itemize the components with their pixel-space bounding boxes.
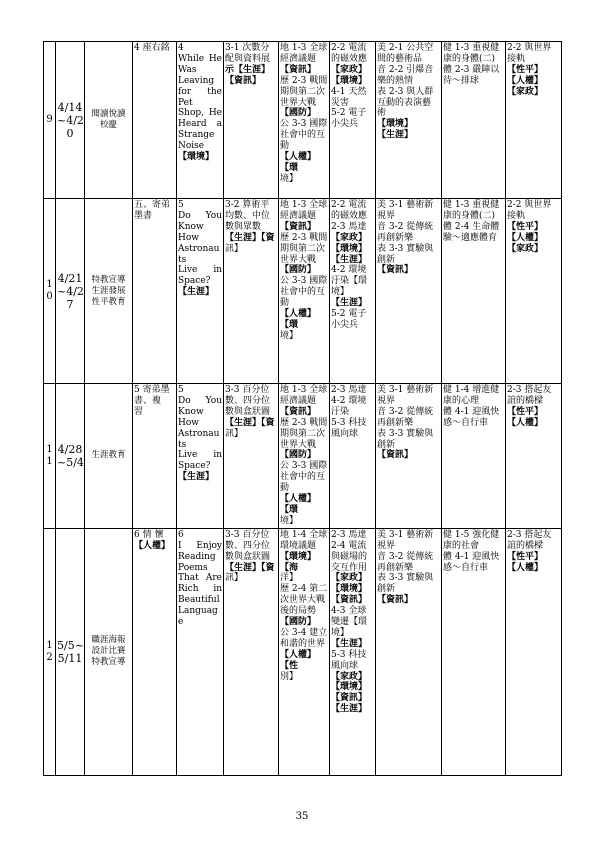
cell-line: 感～自行車 <box>443 417 489 428</box>
cell-line: 【環境】 <box>331 75 368 86</box>
integrated-activities-cell <box>506 384 562 529</box>
cell-line: 【環境】 <box>331 682 368 693</box>
curriculum-schedule-table <box>43 41 562 776</box>
social-studies-cell <box>279 384 330 529</box>
integrated-activities-cell <box>506 42 562 199</box>
cell-line: 【人權】【環 <box>280 309 317 330</box>
cell-line: Live in <box>178 450 222 461</box>
cell-line: 性平教育 <box>91 296 126 307</box>
cell-line: 【生涯】 <box>331 254 368 265</box>
cell-line: 【人權】 <box>134 540 171 551</box>
cell-line: While He <box>178 53 222 64</box>
cell-line: 動 <box>280 141 290 152</box>
cell-line: 【家政】 <box>331 232 368 243</box>
science-cell <box>330 528 376 775</box>
week-row <box>44 199 562 384</box>
cell-line: Leaving <box>178 75 215 86</box>
cell-line: 【資訊】 <box>280 406 317 417</box>
cell-line: 地 1-3 全球 <box>280 200 328 210</box>
cell-line: Heard a <box>178 119 222 130</box>
chinese-cell <box>133 42 177 199</box>
cell-line: 小尖兵 <box>331 119 359 130</box>
cell-line: 【家政】 <box>331 671 368 682</box>
week-number-cell <box>44 42 56 199</box>
date-range-cell <box>56 384 85 529</box>
cell-line: 體 4-1 迎風快 <box>443 551 500 562</box>
cell-line: 書、複 <box>134 395 162 406</box>
cell-line: 社會中的互 <box>280 130 326 141</box>
cell-line: 美 2-1 公共空 <box>377 43 434 53</box>
cell-line: 境】 <box>331 287 350 298</box>
chinese-cell <box>133 199 177 384</box>
cell-line: 康的身體(二) <box>443 210 496 221</box>
cell-line: 習 <box>134 406 144 417</box>
cell-line: 互動的表演藝 <box>377 97 432 108</box>
cell-line: 健 1-4 增進健 <box>443 385 500 395</box>
cell-line: 5-3 科技 <box>331 649 367 660</box>
cell-line: 【資訊】 <box>225 75 262 86</box>
cell-line: 5 <box>178 385 184 395</box>
cell-line: 4-3 全球 <box>331 606 367 617</box>
cell-line: 公 3-4 建立 <box>280 627 328 638</box>
cell-line: 小尖兵 <box>331 319 359 330</box>
cell-line: 的磁效應 <box>331 210 368 221</box>
cell-line: 【生涯】 <box>178 287 215 298</box>
cell-line: 3-3 百分位 <box>225 529 270 540</box>
cell-line: 創新 <box>377 439 396 450</box>
social-studies-cell <box>279 528 330 775</box>
cell-line: Space? <box>178 276 211 287</box>
cell-line: 表 3-3 實驗與 <box>377 243 434 254</box>
cell-line: 待～排球 <box>443 75 480 86</box>
cell-line: 誼的橋樑 <box>507 395 544 406</box>
cell-line: 世界大戰 <box>280 439 317 450</box>
cell-line: 期與第二次 <box>280 428 326 439</box>
cell-line: Live in <box>178 265 222 276</box>
cell-line: Noise <box>178 141 205 152</box>
cell-line: 【國防】 <box>280 617 317 628</box>
cell-line: Astronauts <box>178 428 220 450</box>
cell-line: 2-2 電流 <box>331 43 367 53</box>
cell-line: 生涯發展 <box>91 285 126 296</box>
cell-line: 【資訊】 <box>280 64 317 75</box>
cell-line: 境】 <box>331 627 350 638</box>
cell-line: Know <box>178 221 204 232</box>
cell-line: 【生涯】 <box>377 130 414 141</box>
integrated-activities-cell <box>506 528 562 775</box>
cell-line: 社會中的互 <box>280 472 326 483</box>
cell-line: 美 3-1 藝術新 <box>377 385 434 395</box>
cell-line: 間的藝術品 <box>377 53 423 64</box>
cell-line: 汙染 <box>331 406 350 417</box>
cell-line: 6 情 懷 <box>134 529 164 540</box>
integrated-activities-cell <box>506 199 562 384</box>
cell-line: 風向球 <box>331 660 359 671</box>
cell-line: 4/28 <box>57 442 83 456</box>
cell-line: 音 3-2 從傳統 <box>377 551 434 562</box>
cell-line: 2-3 馬達 <box>331 221 367 232</box>
date-range-cell <box>56 42 85 199</box>
cell-line: 職涯海報 <box>91 635 126 646</box>
cell-line: Beautiful <box>178 595 220 606</box>
health-pe-cell <box>442 384 506 529</box>
cell-line: 【家政】 <box>331 64 368 75</box>
cell-line: 4/14 <box>57 100 83 114</box>
math-cell <box>224 528 279 775</box>
cell-line: 期與第二次 <box>280 243 326 254</box>
science-cell <box>330 384 376 529</box>
cell-line: 體 4-1 迎風快 <box>443 406 500 417</box>
cell-line: 【國防】 <box>280 108 317 119</box>
cell-line: 【性平】 <box>507 551 544 562</box>
cell-line: 數與盒狀圖 <box>225 551 271 562</box>
cell-line: 創新 <box>377 584 396 595</box>
cell-line: 2-2 電流 <box>331 200 367 210</box>
cell-line: 【生涯】 <box>331 298 368 309</box>
cell-line: 2-2 與世界 <box>507 200 552 210</box>
week-number-cell <box>44 199 56 384</box>
cell-line: 2-3 搭起友 <box>507 529 552 540</box>
cell-line: ~4/2 <box>57 113 84 127</box>
cell-line: 5-3 科技 <box>331 417 367 428</box>
cell-line: 【生涯】【資 <box>225 232 275 243</box>
cell-line: 歷 2-3 戰間 <box>280 417 328 428</box>
school-event-cell <box>85 528 133 775</box>
cell-line: 2-3 馬達 <box>331 385 367 395</box>
cell-line: 4 <box>178 43 184 53</box>
cell-line: 體 2-4 生命體 <box>443 221 500 232</box>
cell-line: 生涯教育 <box>91 450 126 461</box>
science-cell <box>330 42 376 199</box>
cell-line: 【生涯】【資 <box>225 562 275 573</box>
cell-line: 特教宣導 <box>91 657 126 668</box>
cell-line: 數、四分位 <box>225 395 271 406</box>
cell-line: 音 3-2 從傳統 <box>377 221 434 232</box>
cell-line: 【生涯】 <box>331 638 368 649</box>
week-number-cell <box>44 528 56 775</box>
cell-line: 表 3-3 實驗與 <box>377 573 434 584</box>
cell-line: Do You <box>178 210 222 221</box>
cell-line: 境】 <box>280 173 299 184</box>
cell-line: 公 3-3 國際 <box>280 461 328 472</box>
date-range-cell <box>56 199 85 384</box>
cell-line: 9 <box>46 114 53 125</box>
cell-line: 健 1-5 強化健 <box>443 529 500 540</box>
cell-line: 7 <box>66 297 74 311</box>
english-cell <box>177 42 224 199</box>
cell-line: 【人權】【環 <box>280 152 317 173</box>
cell-line: 再創新樂 <box>377 562 414 573</box>
cell-line: 3-2 算術平 <box>225 200 270 210</box>
cell-line: 【人權】 <box>507 232 544 243</box>
chinese-cell <box>133 384 177 529</box>
cell-line: 訊】 <box>225 573 244 584</box>
cell-line: Shop, He <box>178 108 222 119</box>
cell-line: 五、寄弟 <box>134 200 171 210</box>
math-cell <box>224 384 279 529</box>
cell-line: How <box>178 417 199 428</box>
cell-line: 訊】 <box>225 243 244 254</box>
cell-line: 數、四分位 <box>225 540 271 551</box>
cell-line: 公 3-3 國際 <box>280 276 328 287</box>
cell-line: 康的社會 <box>443 540 480 551</box>
cell-line: 創新 <box>377 254 396 265</box>
cell-line: 再創新樂 <box>377 232 414 243</box>
cell-line: 閱讀悅讀 <box>91 109 126 119</box>
cell-line: 次世界大戰 <box>280 595 326 606</box>
cell-line: 的磁效應 <box>331 53 368 64</box>
cell-line: 境】 <box>280 515 299 526</box>
cell-line: 公 3-3 國際 <box>280 119 328 130</box>
cell-line: 世界大戰 <box>280 254 317 265</box>
cell-line: 健 1-3 重視健 <box>443 43 500 53</box>
cell-line: 【環境】 <box>178 152 215 163</box>
cell-line: 汙染【環 <box>331 276 368 287</box>
cell-line: 康的心理 <box>443 395 480 406</box>
cell-line: 【資訊】 <box>377 265 414 276</box>
cell-line: 5 寄弟墨 <box>134 385 170 395</box>
cell-line: 【生涯】 <box>178 472 215 483</box>
cell-line: Do You <box>178 395 222 406</box>
math-cell <box>224 199 279 384</box>
cell-line: 視界 <box>377 395 396 406</box>
cell-line: 數與眾數 <box>225 221 262 232</box>
cell-line: 校慶 <box>99 120 117 130</box>
cell-line: 音 3-2 從傳統 <box>377 406 434 417</box>
cell-line: 【人權】 <box>507 75 544 86</box>
cell-line: 期與第二次 <box>280 86 326 97</box>
cell-line: I Enjoy <box>178 540 222 551</box>
cell-line: 歷 2-3 戰間 <box>280 75 328 86</box>
cell-line: How <box>178 232 199 243</box>
cell-line: 【生涯】 <box>331 704 368 715</box>
date-range-cell <box>56 528 85 775</box>
cell-line: 5/11 <box>57 651 83 665</box>
cell-line: 地 1-3 全球 <box>280 385 328 395</box>
cell-line: 【環境】 <box>331 584 368 595</box>
cell-line: 社會中的互 <box>280 287 326 298</box>
cell-line: 5-2 電子 <box>331 309 367 320</box>
math-cell <box>224 42 279 199</box>
cell-line: 【生涯】【資 <box>225 417 275 428</box>
cell-line: 體 2-3 嚴陣以 <box>443 64 500 75</box>
cell-line: 康的身體(二) <box>443 53 496 64</box>
cell-line: 3-1 次數分 <box>225 43 270 53</box>
cell-line: 驗～適應體育 <box>443 232 498 243</box>
cell-line: 接軌 <box>507 53 526 64</box>
cell-line: 5/5~ <box>57 638 84 652</box>
cell-line: 動 <box>280 298 290 309</box>
week-row <box>44 42 562 199</box>
cell-line: ~5/4 <box>57 455 84 469</box>
cell-line: 【環境】 <box>331 243 368 254</box>
cell-line: 風向球 <box>331 428 359 439</box>
cell-line: 0 <box>66 126 74 140</box>
cell-line: 交互作用 <box>331 562 368 573</box>
cell-line: 【人權】 <box>507 562 544 573</box>
cell-line: Rich in <box>178 584 222 595</box>
cell-line: Know <box>178 406 204 417</box>
english-cell <box>177 528 224 775</box>
cell-line: 【性平】 <box>507 406 544 417</box>
cell-line: Strange <box>178 130 215 141</box>
cell-line: 訊】 <box>225 428 244 439</box>
cell-line: 4 座右銘 <box>134 43 170 53</box>
week-row <box>44 528 562 775</box>
cell-line: 【人權】【性 <box>280 649 317 671</box>
cell-line: 【國防】 <box>280 450 317 461</box>
cell-line: 環境議題 <box>280 540 317 551</box>
cell-line: 設計比賽 <box>91 646 126 657</box>
school-event-cell <box>85 199 133 384</box>
cell-line: 災害 <box>331 97 350 108</box>
cell-line: 示【生涯】 <box>225 64 271 75</box>
cell-line: 健 1-3 重視健 <box>443 200 500 210</box>
english-cell <box>177 384 224 529</box>
cell-line: Space? <box>178 461 211 472</box>
english-cell <box>177 199 224 384</box>
cell-line: 地 1-4 全球 <box>280 529 328 540</box>
cell-line: 4-2 環境 <box>331 395 367 406</box>
cell-line: for the Pet <box>178 86 222 108</box>
health-pe-cell <box>442 42 506 199</box>
cell-line: 【資訊】 <box>377 450 414 461</box>
cell-line: 2-3 馬達 <box>331 529 367 540</box>
cell-line: ~4/2 <box>57 284 84 298</box>
arts-cell <box>376 384 442 529</box>
cell-line: 10 <box>46 279 53 302</box>
cell-line: 4/21 <box>57 271 83 285</box>
cell-line: 均數、中位 <box>225 210 271 221</box>
cell-line: 【人權】 <box>507 417 544 428</box>
arts-cell <box>376 42 442 199</box>
cell-line: 與磁場的 <box>331 551 368 562</box>
cell-line: 【環境】 <box>377 119 414 130</box>
cell-line: 後的局勢 <box>280 606 317 617</box>
cell-line: 【性平】 <box>507 221 544 232</box>
cell-line: 美 3-1 藝術新 <box>377 529 434 540</box>
cell-line: 歷 2-3 戰間 <box>280 232 328 243</box>
cell-line: 3-3 百分位 <box>225 385 270 395</box>
cell-line: 5 <box>178 200 184 210</box>
cell-line: Poems <box>178 562 208 573</box>
cell-line: Was <box>178 64 197 75</box>
cell-line: 美 3-1 藝術新 <box>377 200 434 210</box>
cell-line: 樂的熱情 <box>377 75 414 86</box>
cell-line: 變遷【環 <box>331 617 368 628</box>
cell-line: 表 2-3 與人群 <box>377 86 434 97</box>
cell-line: 視界 <box>377 540 396 551</box>
page-number: 35 <box>295 811 309 822</box>
cell-line: 墨書 <box>134 210 153 221</box>
cell-line: 接軌 <box>507 210 526 221</box>
cell-line: 經濟議題 <box>280 395 317 406</box>
cell-line: 【家政】 <box>507 243 544 254</box>
cell-line: 【家政】 <box>507 86 544 97</box>
table-body <box>44 42 562 776</box>
cell-line: That Are <box>178 573 222 584</box>
cell-line: 特教宣導 <box>91 274 126 285</box>
cell-line: 地 1-3 全球 <box>280 43 328 53</box>
cell-line: 【人權】【環 <box>280 494 317 515</box>
cell-line: 4-2 環境 <box>331 265 367 276</box>
week-number-cell <box>44 384 56 529</box>
cell-line: Astronauts <box>178 243 220 265</box>
cell-line: 誼的橋樑 <box>507 540 544 551</box>
cell-line: 世界大戰 <box>280 97 317 108</box>
cell-line: 視界 <box>377 210 396 221</box>
cell-line: 2-4 電流 <box>331 540 367 551</box>
cell-line: 【性平】 <box>507 64 544 75</box>
cell-line: 動 <box>280 483 290 494</box>
cell-line: 6 <box>178 529 184 540</box>
cell-line: 【資訊】 <box>280 221 317 232</box>
cell-line: 配與資料展 <box>225 53 271 64</box>
cell-line: 11 <box>46 443 53 467</box>
cell-line: 【資訊】 <box>331 595 368 606</box>
cell-line: 【環境】【海 <box>280 551 317 573</box>
cell-line: 【國防】 <box>280 265 317 276</box>
cell-line: 再創新樂 <box>377 417 414 428</box>
school-event-cell <box>85 384 133 529</box>
cell-line: 洋】 <box>280 573 299 584</box>
cell-line: 感～自行車 <box>443 562 489 573</box>
cell-line: 經濟議題 <box>280 53 317 64</box>
cell-line: Language <box>178 606 218 628</box>
cell-line: 【資訊】 <box>377 595 414 606</box>
cell-line: 術 <box>377 108 387 119</box>
cell-line: 經濟議題 <box>280 210 317 221</box>
cell-line: Reading <box>178 551 216 562</box>
school-event-cell <box>85 42 133 199</box>
cell-line: 4-1 天然 <box>331 86 367 97</box>
cell-line: 2-2 與世界 <box>507 43 552 53</box>
week-row <box>44 384 562 529</box>
cell-line: 和諧的世界 <box>280 638 326 649</box>
cell-line: 數與盒狀圖 <box>225 406 271 417</box>
arts-cell <box>376 199 442 384</box>
science-cell <box>330 199 376 384</box>
health-pe-cell <box>442 199 506 384</box>
cell-line: 5-2 電子 <box>331 108 367 119</box>
cell-line: 歷 2-4 第二 <box>280 584 328 595</box>
cell-line: 12 <box>46 639 53 663</box>
social-studies-cell <box>279 42 330 199</box>
chinese-cell <box>133 528 177 775</box>
social-studies-cell <box>279 199 330 384</box>
cell-line: 【資訊】 <box>331 693 368 704</box>
cell-line: 表 3-3 實驗與 <box>377 428 434 439</box>
cell-line: 音 2-2 引爆音 <box>377 64 434 75</box>
cell-line: 境】 <box>280 330 299 341</box>
curriculum-table-wrapper <box>43 41 562 776</box>
arts-cell <box>376 528 442 775</box>
cell-line: 2-3 搭起友 <box>507 385 552 395</box>
health-pe-cell <box>442 528 506 775</box>
cell-line: 別】 <box>280 671 299 682</box>
cell-line: 【家政】 <box>331 573 368 584</box>
